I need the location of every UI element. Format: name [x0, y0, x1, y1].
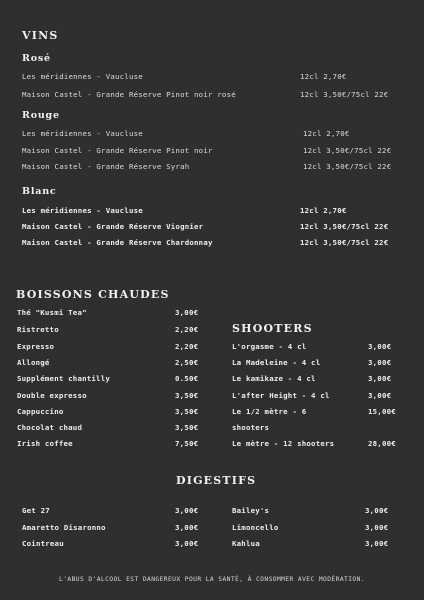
menu-item-name: Bailey's	[232, 506, 270, 515]
menu-item-name: Amaretto Disaronno	[22, 523, 106, 532]
menu-item-price: 3,00€	[175, 539, 199, 548]
footer-warning: L'ABUS D'ALCOOL EST DANGEREUX POUR LA SANTÉ, À CONSOMMER AVEC MODÉRATION.	[59, 576, 365, 583]
menu-item-price: 12cl 2,70€	[300, 72, 347, 81]
menu-item-price: 3,50€	[175, 423, 199, 432]
menu-item-name: L'after Height - 4 cl	[232, 391, 330, 400]
menu-item-name: Cointreau	[22, 539, 64, 548]
menu-item-name: Maison Castel - Grande Réserve Pinot noir rosé	[22, 90, 236, 99]
menu-item-name: Maison Castel - Grande Réserve Syrah	[22, 162, 190, 171]
menu-item-name: Allongé	[17, 358, 50, 367]
menu-item-price: 3,50€	[175, 391, 199, 400]
menu-item-price: 2,50€	[175, 358, 199, 367]
menu-item-name: Le mètre - 12 shooters	[232, 439, 335, 448]
menu-item-price: 12cl 3,50€/75cl 22€	[300, 90, 389, 99]
menu-item-price: 15,00€	[368, 407, 396, 416]
rose-title: Rosé	[22, 53, 51, 64]
menu-item-price: 12cl 3,50€/75cl 22€	[300, 222, 389, 231]
menu-item-name: Chocolat chaud	[17, 423, 83, 432]
menu-item-price: 2,20€	[175, 325, 199, 334]
menu-item-price: 3,50€	[175, 407, 199, 416]
rouge-title: Rouge	[22, 110, 60, 121]
menu-item-name: Irish coffee	[17, 439, 73, 448]
menu-item-name: Get 27	[22, 506, 50, 515]
menu-item-price: 3,00€	[175, 523, 199, 532]
menu-item-price: 3,00€	[368, 342, 392, 351]
menu-item-name: L'orgasme - 4 cl	[232, 342, 307, 351]
menu-item-price: 3,00€	[368, 391, 392, 400]
menu-item-name: shooters	[232, 423, 270, 432]
menu-item-name: Maison Castel - Grande Réserve Viognier	[22, 222, 204, 231]
menu-item-name: Kahlua	[232, 539, 260, 548]
menu-item-price: 3,00€	[368, 358, 392, 367]
menu-item-price: 3,00€	[368, 374, 392, 383]
menu-item-name: Le 1/2 mètre - 6	[232, 407, 307, 416]
menu-item-price: 3,00€	[175, 308, 199, 317]
vins-title: VINS	[22, 29, 59, 42]
menu-item-name: Cappuccino	[17, 407, 64, 416]
menu-item-name: Double expresso	[17, 391, 87, 400]
menu-item-price: 12cl 3,50€/75cl 22€	[303, 162, 392, 171]
shooters-title: SHOOTERS	[232, 322, 313, 335]
menu-item-price: 12cl 3,50€/75cl 22€	[300, 238, 389, 247]
menu-item-name: La Madeleine - 4 cl	[232, 358, 321, 367]
menu-item-price: 3,00€	[365, 539, 389, 548]
menu-item-name: Thé "Kusmi Tea"	[17, 308, 87, 317]
menu-item-name: Expresso	[17, 342, 55, 351]
menu-item-price: 0.50€	[175, 374, 199, 383]
menu-item-price: 28,00€	[368, 439, 396, 448]
menu-item-name: Supplément chantilly	[17, 374, 110, 383]
menu-item-price: 12cl 2,70€	[300, 206, 347, 215]
menu-item-name: Maison Castel - Grande Réserve Pinot noir	[22, 146, 213, 155]
menu-item-name: Les méridiennes - Vaucluse	[22, 72, 143, 81]
menu-item-name: Maison Castel - Grande Réserve Chardonnay	[22, 238, 213, 247]
menu-item-price: 3,00€	[175, 506, 199, 515]
menu-item-price: 2,20€	[175, 342, 199, 351]
digestifs-title: DIGESTIFS	[176, 474, 257, 487]
menu-item-name: Les méridiennes - Vaucluse	[22, 129, 143, 138]
menu-item-name: Ristretto	[17, 325, 59, 334]
menu-item-price: 3,00€	[365, 506, 389, 515]
menu-item-price: 12cl 3,50€/75cl 22€	[303, 146, 392, 155]
menu-item-price: 12cl 2,70€	[303, 129, 350, 138]
boissons-title: BOISSONS CHAUDES	[16, 288, 170, 301]
menu-item-price: 3,00€	[365, 523, 389, 532]
menu-item-price: 7,50€	[175, 439, 199, 448]
menu-item-name: Les méridiennes - Vaucluse	[22, 206, 143, 215]
menu-item-name: Limoncello	[232, 523, 279, 532]
menu-item-name: Le kamikaze - 4 cl	[232, 374, 316, 383]
blanc-title: Blanc	[22, 186, 57, 197]
